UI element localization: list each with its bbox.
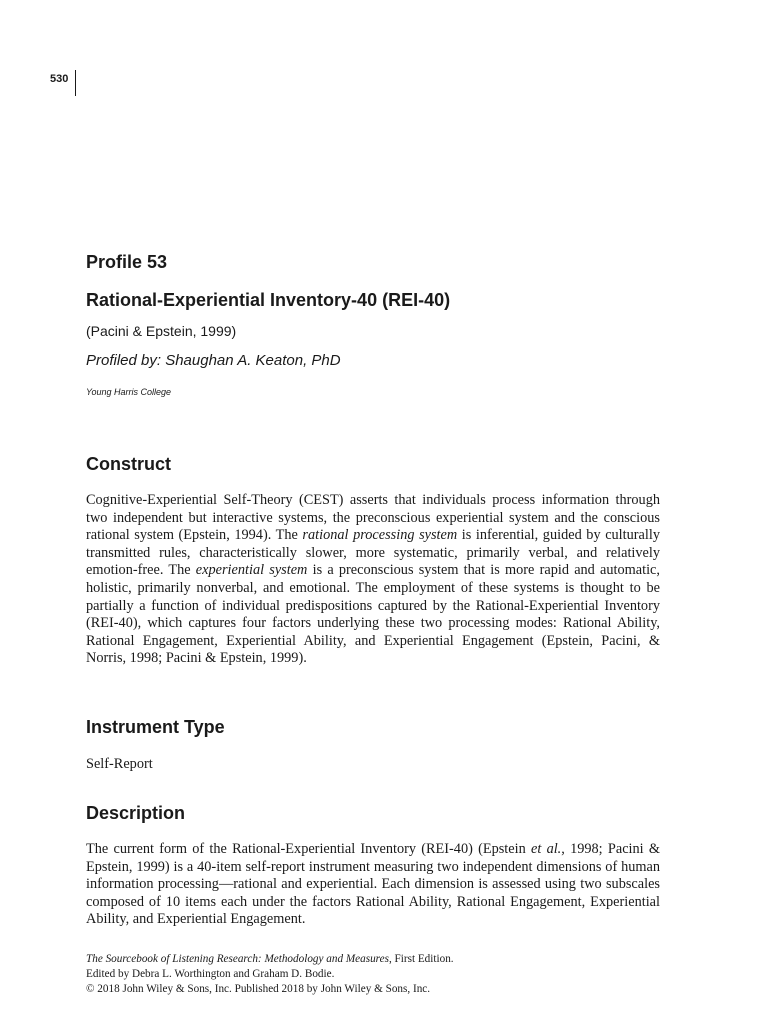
construct-text-2: is inferential, guided by culturally transmitted rules, characteristically slower, more systematic, primarily verbal, and relatively emotion-free. The bbox=[86, 527, 660, 579]
description-emphasis: et al. bbox=[531, 841, 562, 857]
construct-emphasis-1: rational processing system bbox=[302, 527, 458, 544]
book-footer bbox=[86, 952, 454, 997]
description-text-2: , 1998; Pacini & Epstein, 1999) is a 40-item self-report instrument measuring two independent dimensions of human information processing—rational and experiential. Each dimension is assessed using two subscales composed of 10 items each under the factors Rational Ability, Rational Engagement, Experiential Ability, and Experiential Engagement. bbox=[86, 841, 660, 928]
profile-title: Rational-Experiential Inventory-40 (REI-40) bbox=[86, 290, 451, 310]
description-paragraph bbox=[86, 841, 660, 929]
footer-edition: , First Edition. bbox=[388, 953, 454, 965]
instrument-type-heading: Instrument Type bbox=[86, 717, 225, 737]
page-number-rule bbox=[75, 70, 76, 96]
footer-title-line bbox=[86, 952, 454, 967]
affiliation: Young Harris College bbox=[86, 387, 172, 397]
page-number: 530 bbox=[50, 73, 69, 85]
construct-paragraph bbox=[86, 492, 660, 668]
footer-book-title: The Sourcebook of Listening Research: Methodology and Measures bbox=[86, 953, 389, 965]
description-text-1: The current form of the Rational-Experiential Inventory (REI-40) (Epstein bbox=[86, 841, 531, 857]
construct-heading: Construct bbox=[86, 454, 171, 474]
profile-number: Profile 53 bbox=[86, 252, 168, 272]
construct-emphasis-2: experiential system bbox=[195, 562, 308, 579]
construct-text-3: is a preconscious system that is more rapid and automatic, holistic, primarily nonverbal, and emotional. The employment of these systems is thought to be partially a function of individual predispositions captured by the Rational-Experiential Inventory (REI-40), which captures four factors underlying these two processing modes: Rational Ability, Rational Engagement, Experiential Ability, and Experiential Engagement (Epstein, Pacini, & Norris, 1998; Pacini & Epstein, 1999). bbox=[86, 562, 660, 667]
instrument-type-value: Self-Report bbox=[86, 756, 153, 772]
profiled-by: Profiled by: Shaughan A. Keaton, PhD bbox=[86, 352, 341, 369]
footer-copyright: © 2018 John Wiley & Sons, Inc. Published 2018 by John Wiley & Sons, Inc. bbox=[86, 983, 431, 995]
footer-editors: Edited by Debra L. Worthington and Graham D. Bodie. bbox=[86, 968, 335, 980]
construct-text-1: Cognitive-Experiential Self-Theory (CEST) asserts that individuals process information through two independent but interactive systems, the preconscious experiential system and the conscious rational system (Epstein, 1994). The bbox=[86, 492, 660, 544]
description-heading: Description bbox=[86, 803, 186, 823]
profile-citation: (Pacini & Epstein, 1999) bbox=[86, 323, 237, 339]
